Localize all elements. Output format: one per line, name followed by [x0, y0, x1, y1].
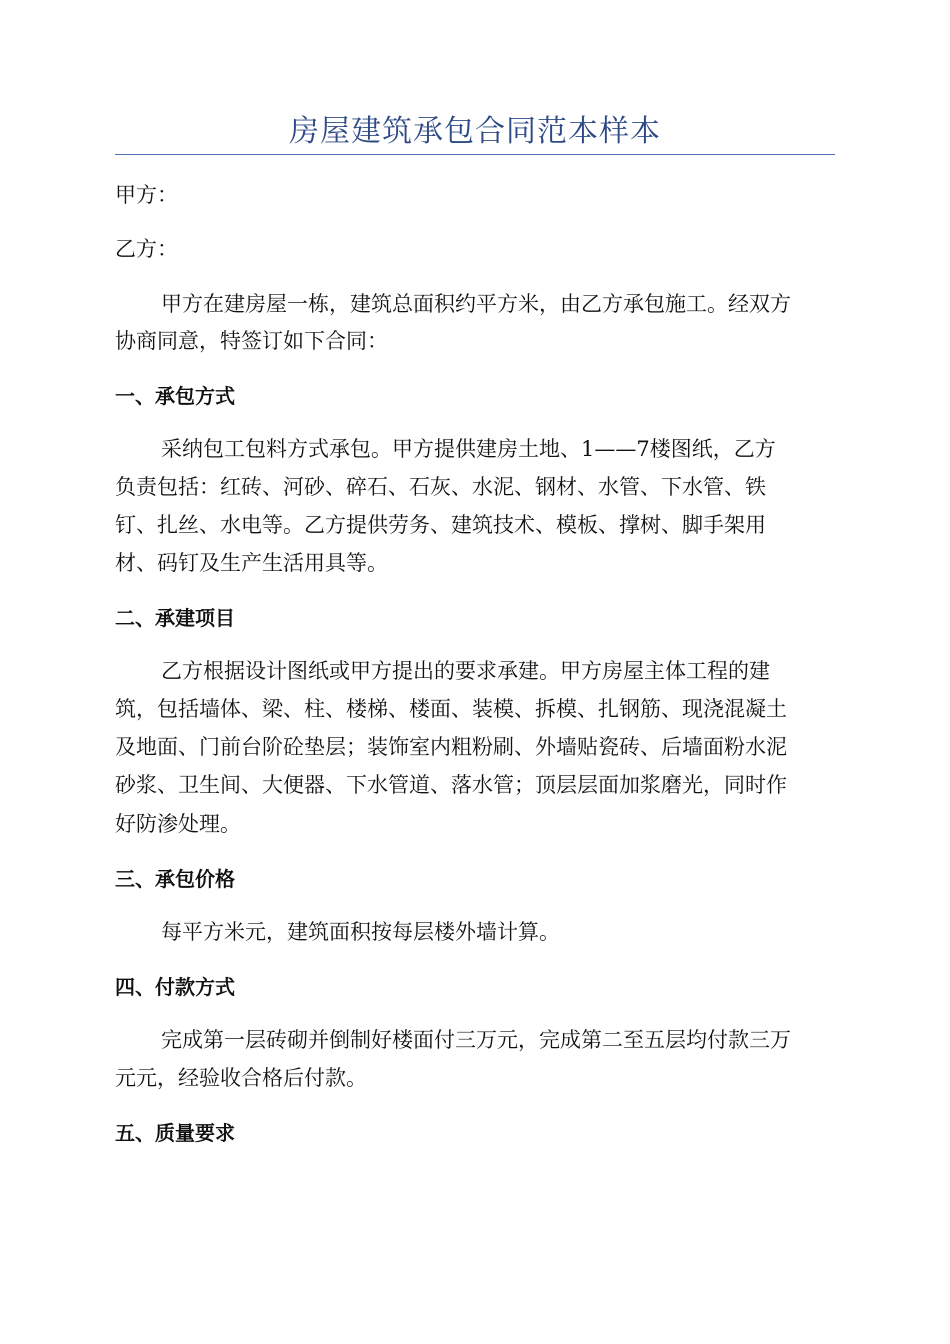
intro-line: 甲方在建房屋一栋，建筑总面积约平方米，由乙方承包施工。经双方: [161, 292, 791, 316]
section-heading-1: 一、承包方式: [115, 384, 235, 408]
section-2-line: 砂浆、卫生间、大便器、下水管道、落水管；顶层层面加浆磨光，同时作: [115, 773, 787, 797]
section-heading-3: 三、承包价格: [115, 867, 235, 891]
section-heading-2: 二、承建项目: [115, 606, 235, 630]
section-2-line: 好防渗处理。: [115, 812, 241, 836]
party-b-label: 乙方：: [115, 237, 178, 261]
section-1-line: 采纳包工包料方式承包。甲方提供建房土地、1——7楼图纸，乙方: [161, 437, 776, 461]
section-2-line: 筑，包括墙体、梁、柱、楼梯、楼面、装模、拆模、扎钢筋、现浇混凝土: [115, 697, 787, 721]
section-4-line: 元元，经验收合格后付款。: [115, 1066, 367, 1090]
section-2-line: 及地面、门前台阶砼垫层；装饰室内粗粉刷、外墙贴瓷砖、后墙面粉水泥: [115, 735, 787, 759]
section-4-line: 完成第一层砖砌并倒制好楼面付三万元，完成第二至五层均付款三万: [161, 1028, 791, 1052]
document-title: 房屋建筑承包合同范本样本: [289, 114, 661, 149]
section-3-line: 每平方米元，建筑面积按每层楼外墙计算。: [161, 920, 560, 944]
section-1-line: 材、码钉及生产生活用具等。: [115, 551, 388, 575]
party-a-label: 甲方：: [115, 183, 178, 207]
section-2-line: 乙方根据设计图纸或甲方提出的要求承建。甲方房屋主体工程的建: [161, 659, 770, 683]
section-heading-5: 五、质量要求: [115, 1121, 235, 1145]
section-1-line: 钉、扎丝、水电等。乙方提供劳务、建筑技术、模板、撑树、脚手架用: [115, 513, 766, 537]
section-heading-4: 四、付款方式: [115, 975, 235, 999]
intro-line: 协商同意，特签订如下合同：: [115, 329, 388, 353]
section-1-line: 负责包括：红砖、河砂、碎石、石灰、水泥、钢材、水管、下水管、铁: [115, 475, 766, 499]
title-underline: [115, 154, 835, 155]
